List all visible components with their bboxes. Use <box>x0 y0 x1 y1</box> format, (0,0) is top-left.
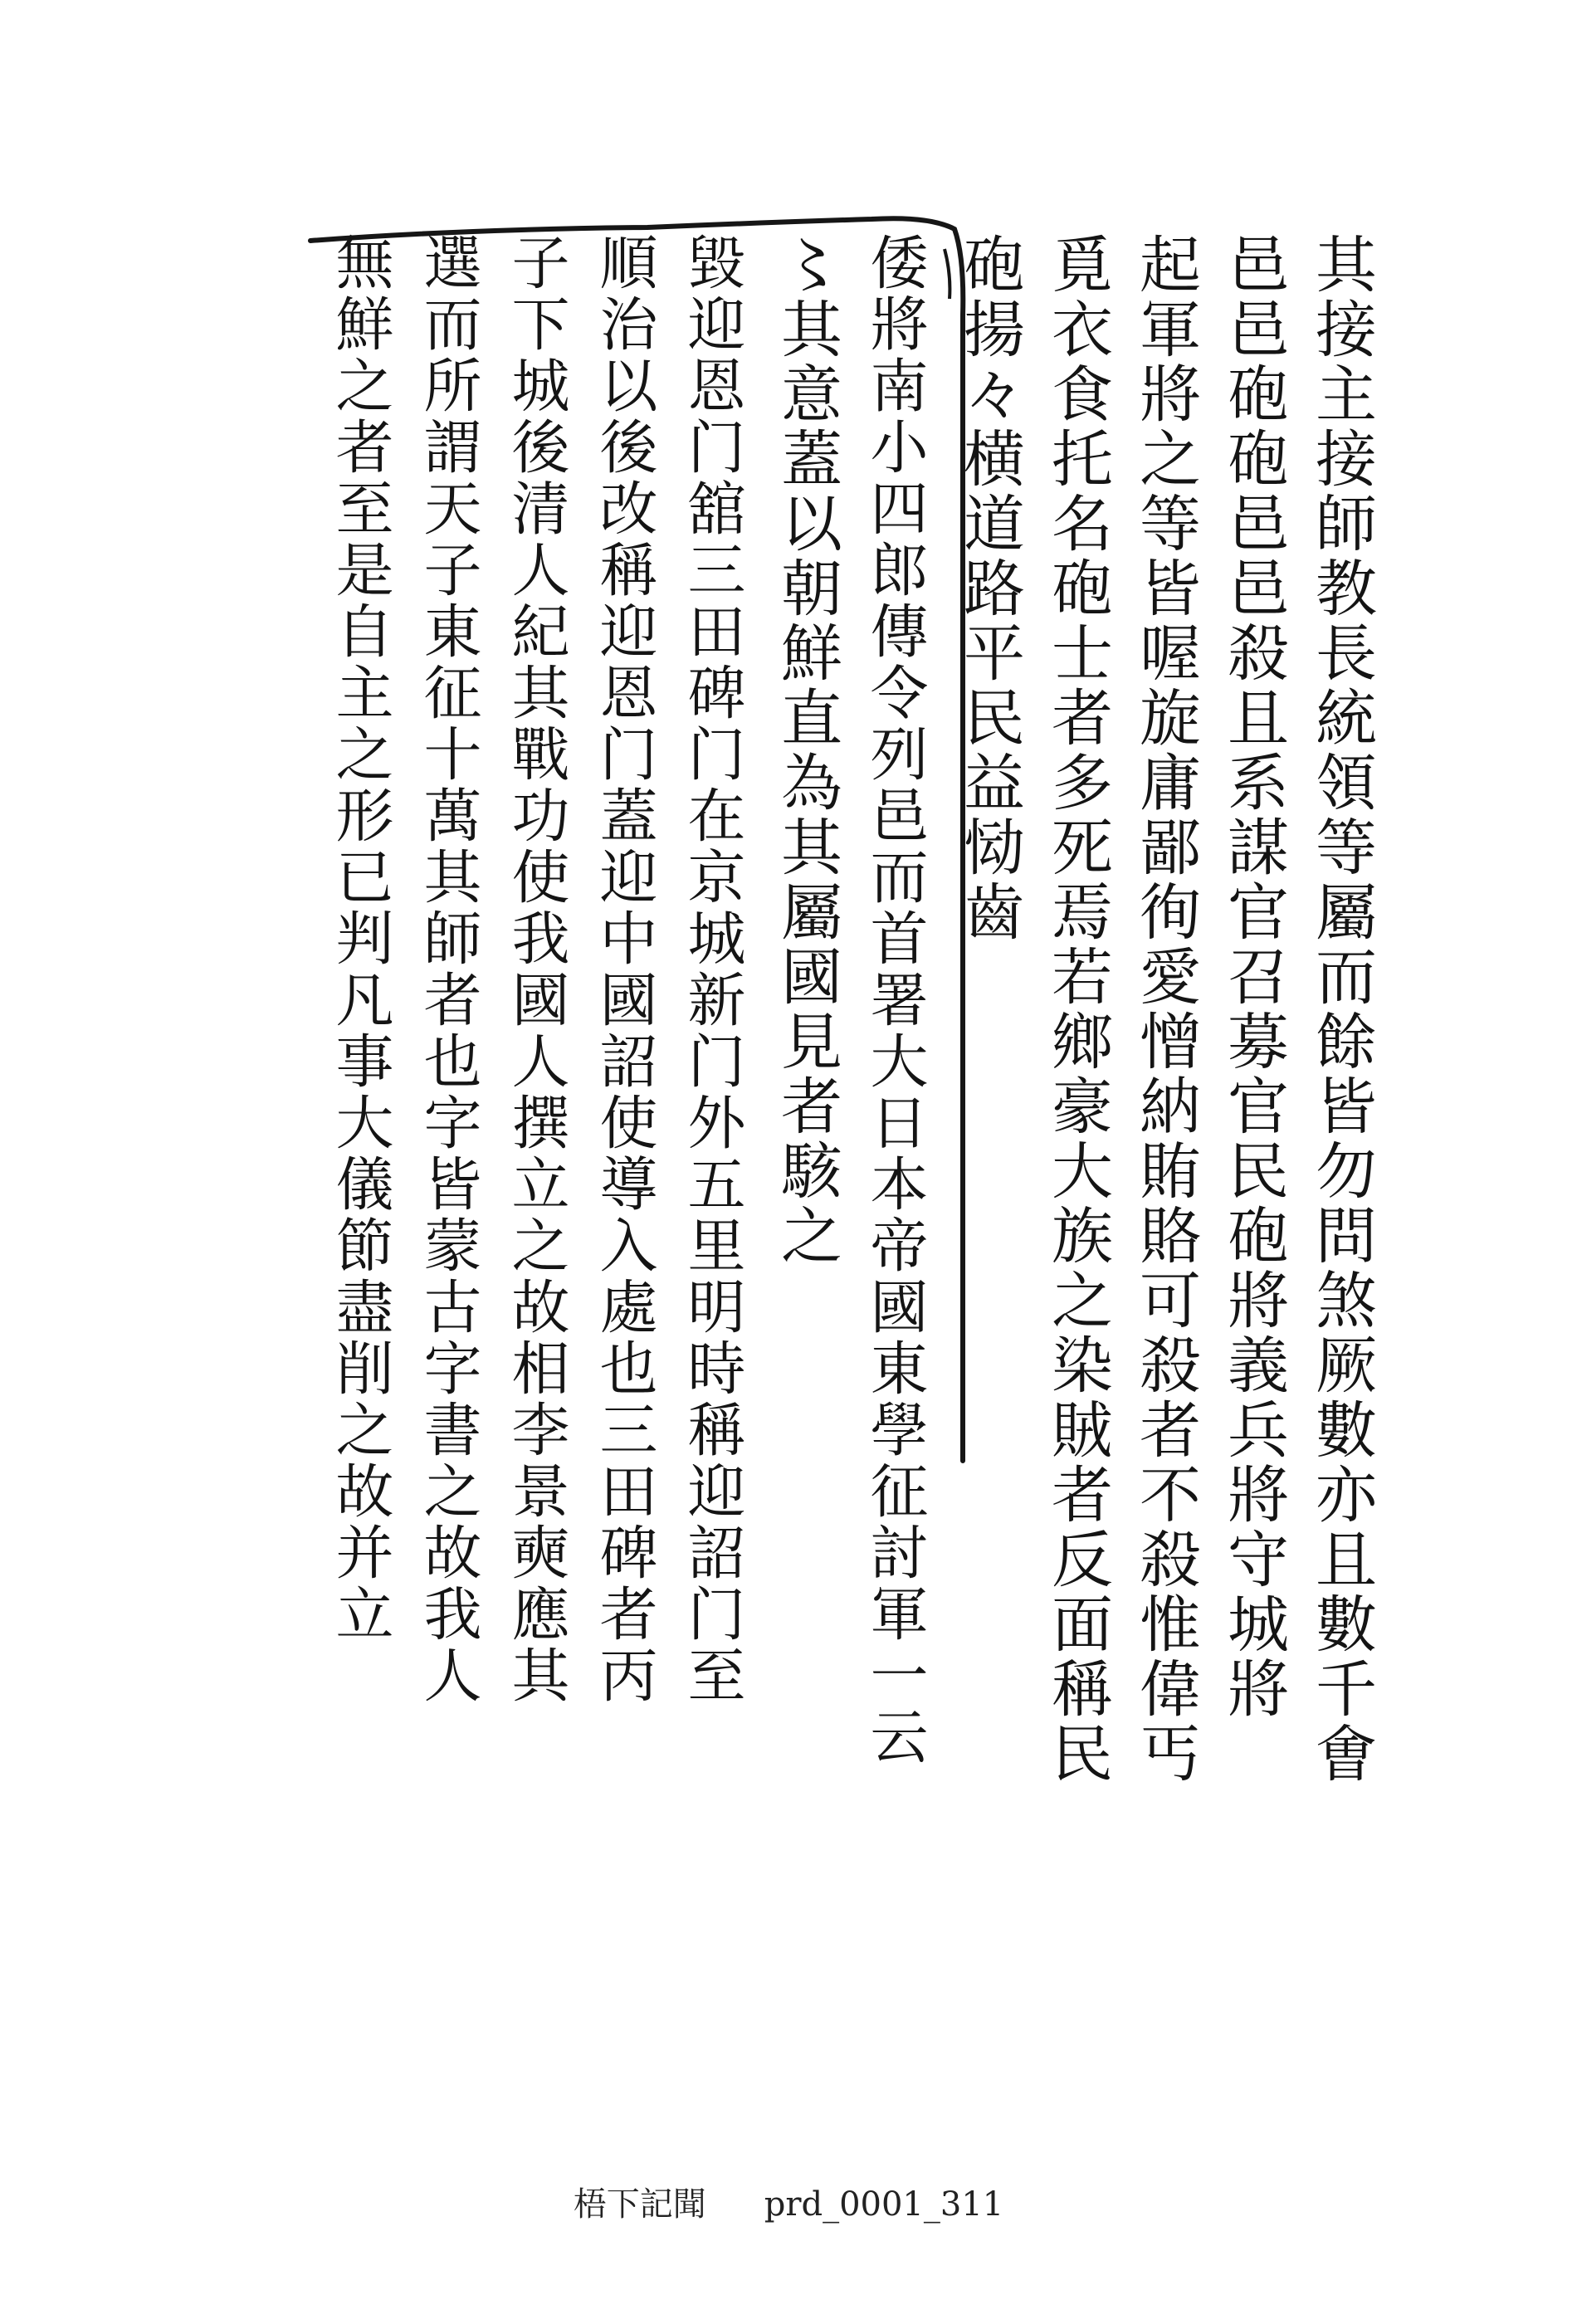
text-column-12: 無鮮之者至是自主之形已判凡事大儀節盡削之故并立 <box>326 232 394 1645</box>
text-column-8: 毀迎恩门舘三田碑门在京城新门外五里明時稱迎詔门至 <box>678 232 746 1706</box>
text-column-5: 砲揚々横道路平民益恸齒 <box>954 232 1025 945</box>
text-column-9: 順治以後改稱迎恩门蓋迎中國詔使導入處也三田碑者丙 <box>590 232 658 1706</box>
page-footer <box>0 2178 1577 2225</box>
text-column-7: 〻其意蓋以朝鮮直為其屬國見者駭之 <box>771 232 842 1268</box>
text-column-10: 子下城後清人紀其戰功使我國人撰立之故相李景奭應其 <box>502 232 570 1706</box>
text-column-1: 其接主接師教長統領等屬而餘皆勿問煞厥數亦且數千㑹 <box>1306 232 1377 1786</box>
text-column-11: 選而所謂天子東征十萬其師者也字皆蒙古字書之故我人 <box>414 232 482 1706</box>
text-column-4: 覓衣食托名砲士者多死焉若鄉豪大族之染賊者反面稱民 <box>1042 232 1113 1786</box>
footer-book-title: 梧下記聞 <box>573 2185 706 2224</box>
footer-page-id: prd_0001_311 <box>764 2185 1004 2224</box>
manuscript-text-block <box>282 199 1378 1826</box>
text-column-6: 倭將南小四郎傳令列邑而首署大日本帝國東學征討軍一云 <box>861 232 929 1768</box>
text-column-2: 邑邑砲砲邑邑殺且系謀官召募官民砲將義兵將守城將 <box>1218 232 1289 1721</box>
text-column-3: 起軍將之等皆喔旋庸鄙徇愛憎納賄賂可殺者不殺惟偉丐 <box>1130 232 1201 1786</box>
